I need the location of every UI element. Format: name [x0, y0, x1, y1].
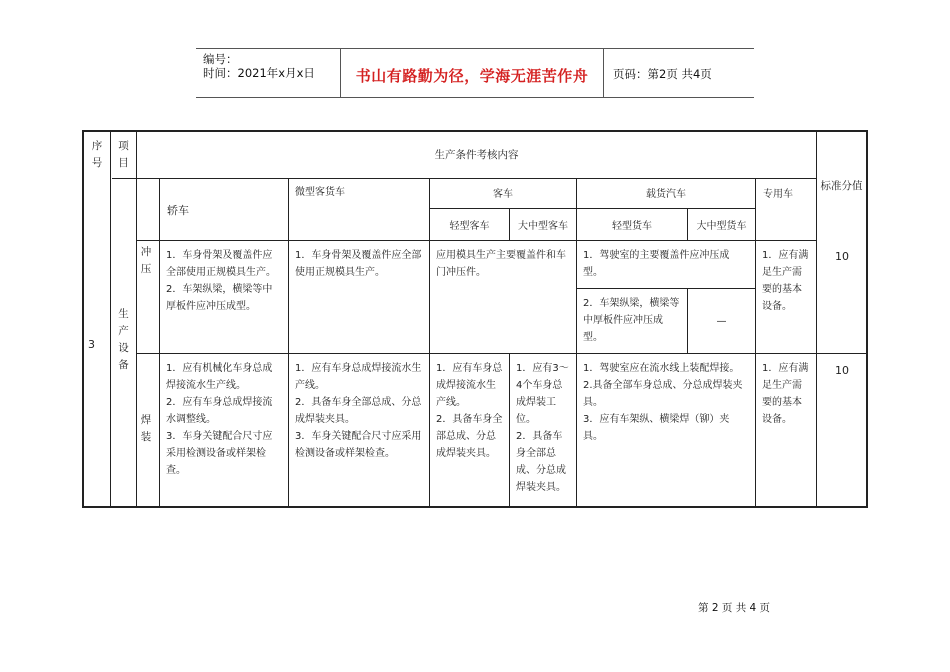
- stamping-score: 10: [835, 250, 849, 263]
- type-special: 专用车: [763, 189, 793, 200]
- header-score: 标准分值: [820, 179, 863, 192]
- stamping-special: 1．应有满足生产需要的基本设备。: [762, 250, 809, 312]
- motto-text: 书山有路勤为径，学海无涯苦作舟: [355, 67, 589, 85]
- stamping-sedan: 1．车身骨架及覆盖件应全部使用正规模具生产。 2．车架纵梁，横梁等中厚板件应冲压成型。: [166, 250, 276, 312]
- number-label: 编号：: [203, 52, 238, 66]
- type-sedan: 轿车: [167, 204, 189, 217]
- header-meta: [196, 49, 340, 97]
- type-truck: 载货汽车: [646, 188, 686, 200]
- header-page-cell: [603, 49, 754, 97]
- row-name-stamping: 冲压: [140, 246, 152, 275]
- header-item: 项目: [118, 140, 129, 169]
- stamping-bus: 应用模具生产主要覆盖件和车门冲压件。: [436, 250, 566, 278]
- time-label: 时间：2021年x月x日: [203, 66, 315, 80]
- type-mini-truck: 微型客货车: [295, 187, 345, 198]
- row-name-welding: 焊装: [140, 414, 152, 443]
- welding-mini-truck: 1．应有车身总成焊接流水生产线。 2．具备车身全部总成、分总成焊装夹具。 3．车身关键配合尺寸应采用检测设备或样架检查。: [295, 363, 422, 459]
- welding-special: 1．应有满足生产需要的基本设备。: [762, 363, 809, 425]
- welding-truck: 1．驾驶室应在流水线上装配焊接。 2.具备全部车身总成、分总成焊装夹具。 3．应有车架纵、横梁焊（铆）夹具。: [583, 363, 743, 442]
- stamping-truck-large: —: [716, 315, 727, 327]
- page-header: [196, 48, 754, 98]
- welding-bus-large: 1．应有3～4个车身总成焊装工位。 2．具备车身全部总成、分总成焊装夹具。: [516, 363, 569, 493]
- type-truck-large: 大中型货车: [696, 220, 747, 232]
- page-footer: 第 2 页 共 4 页: [698, 602, 771, 614]
- type-bus-large: 大中型客车: [518, 220, 568, 232]
- header-seq: 序号: [91, 140, 103, 169]
- header-content: 生产条件考核内容: [434, 148, 519, 161]
- stamping-mini-truck: 1．车身骨架及覆盖件应全部使用正规模具生产。: [295, 250, 422, 278]
- seq-value: 3: [88, 338, 95, 351]
- type-bus-light: 轻型客车: [449, 220, 490, 232]
- stamping-truck-light: 2．车架纵梁，横梁等中厚板件应冲压成型。: [583, 298, 680, 343]
- header-motto-cell: [340, 49, 604, 97]
- type-truck-light: 轻型货车: [612, 220, 652, 232]
- item-value: 生产设备: [118, 308, 129, 371]
- welding-bus-light: 1．应有车身总成焊接流水生产线。 2．具备车身全部总成、分总成焊装夹具。: [436, 363, 503, 459]
- welding-sedan: 1．应有机械化车身总成焊接流水生产线。 2．应有车身总成焊接流水调整线。 3．车身关键配合尺寸应采用检测设备或样架检查。: [166, 363, 273, 476]
- stamping-truck-top: 1．驾驶室的主要覆盖件应冲压成型。: [583, 250, 730, 278]
- assessment-table: [82, 130, 868, 508]
- type-bus: 客车: [493, 188, 513, 200]
- page-number: 页码：第2页 共4页: [613, 67, 712, 81]
- welding-score: 10: [835, 364, 849, 377]
